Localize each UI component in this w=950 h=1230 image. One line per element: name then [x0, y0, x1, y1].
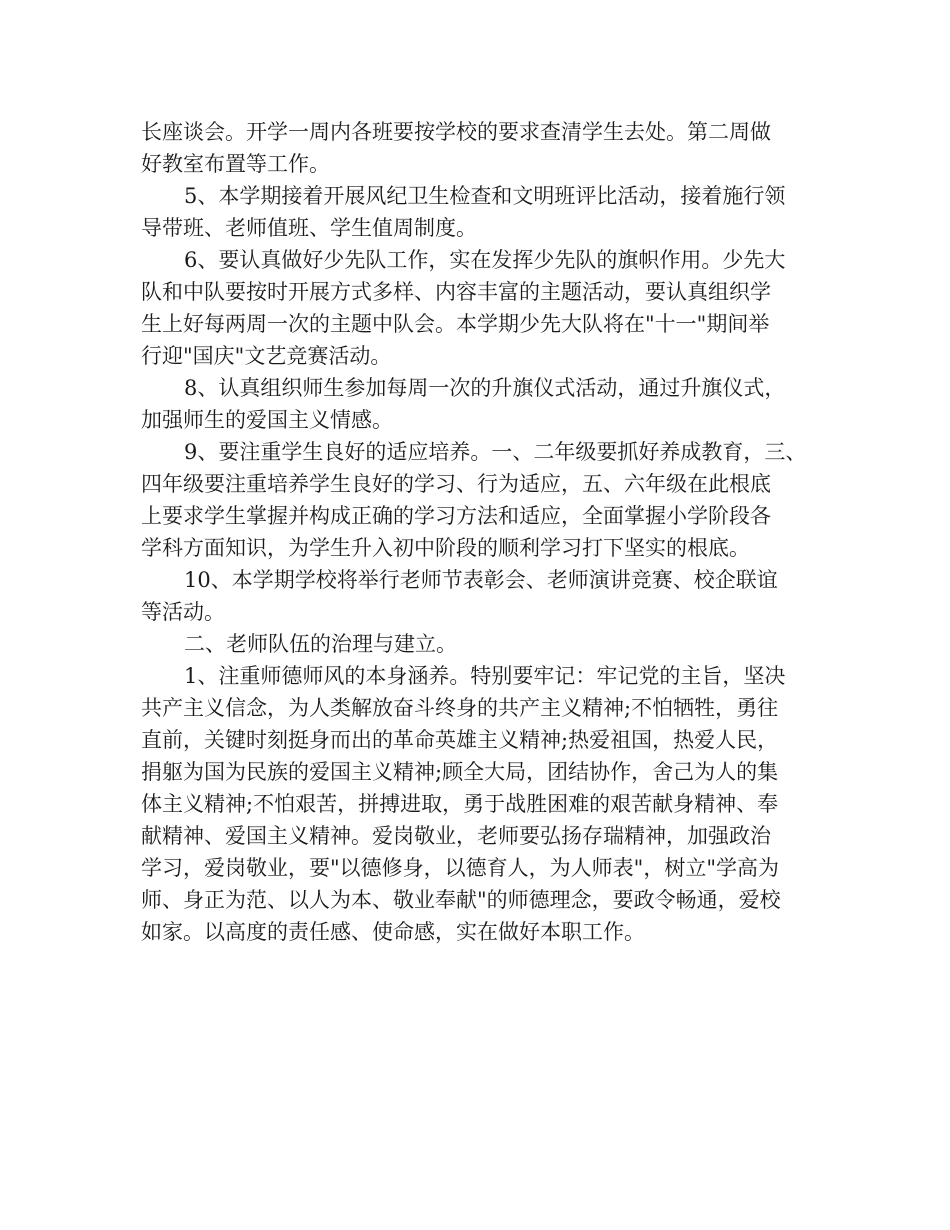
text-line: 8、认真组织师生参加每周一次的升旗仪式活动，通过升旗仪式， — [184, 376, 786, 400]
text-line: 直前，关键时刻挺身而出的革命英雄主义精神;热爱祖国，热爱人民， — [141, 728, 779, 752]
text-line: 如家。以高度的责任感、使命感，实在做好本职工作。 — [141, 920, 645, 944]
text-line: 献精神、爱国主义精神。爱岗敬业，老师要弘扬存瑞精神，加强政治 — [141, 824, 771, 848]
text-line: 1、注重师德师风的本身涵养。特别要牢记：牢记党的主旨，坚决 — [184, 664, 786, 688]
text-line: 10、本学期学校将举行老师节表彰会、老师演讲竞赛、校企联谊 — [184, 568, 778, 592]
document-body — [141, 116, 823, 948]
text-line: 行迎"国庆"文艺竞赛活动。 — [141, 344, 392, 368]
text-line: 四年级要注重培养学生良好的学习、行为适应，五、六年级在此根底 — [141, 472, 771, 496]
text-line: 好教室布置等工作。 — [141, 152, 330, 176]
text-line: 体主义精神;不怕艰苦，拼搏进取，勇于战胜困难的艰苦献身精神、奉 — [141, 792, 779, 816]
text-line: 加强师生的爱国主义情感。 — [141, 408, 393, 432]
text-line: 6、要认真做好少先队工作，实在发挥少先队的旗帜作用。少先大 — [184, 248, 786, 272]
text-line: 生上好每两周一次的主题中队会。本学期少先大队将在"十一"期间举 — [141, 312, 770, 336]
text-line: 学习，爱岗敬业，要"以德修身，以德育人，为人师表"，树立"学高为 — [141, 856, 779, 880]
text-line: 学科方面知识，为学生升入初中阶段的顺利学习打下坚实的根底。 — [141, 536, 750, 560]
text-line: 师、身正为范、以人为本、敬业奉献"的师德理念，要政令畅通，爱校 — [141, 888, 781, 912]
text-line: 共产主义信念，为人类解放奋斗终身的共产主义精神;不怕牺牲，勇往 — [141, 696, 779, 720]
text-line: 长座谈会。开学一周内各班要按学校的要求查清学生去处。第二周做 — [141, 120, 771, 144]
text-line: 等活动。 — [141, 600, 225, 624]
text-line: 9、要注重学生良好的适应培养。一、二年级要抓好养成教育，三、 — [184, 440, 807, 464]
section-heading: 二、老师队伍的治理与建立。 — [184, 632, 457, 656]
text-line: 导带班、老师值班、学生值周制度。 — [141, 216, 477, 240]
text-line: 上要求学生掌握并构成正确的学习方法和适应，全面掌握小学阶段各 — [141, 504, 771, 528]
text-line: 捐躯为国为民族的爱国主义精神;顾全大局，团结协作，舍己为人的集 — [141, 760, 779, 784]
text-line: 5、本学期接着开展风纪卫生检查和文明班评比活动，接着施行领 — [184, 184, 786, 208]
text-line: 队和中队要按时开展方式多样、内容丰富的主题活动，要认真组织学 — [141, 280, 771, 304]
